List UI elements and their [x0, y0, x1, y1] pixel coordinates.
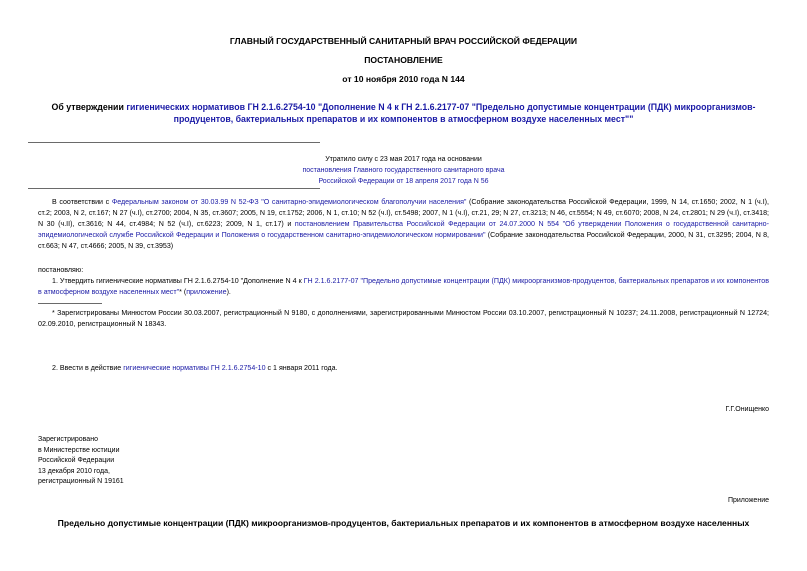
registration-line-5: регистрационный N 19161 [38, 478, 124, 485]
divider-bottom [28, 188, 320, 189]
registration-line-4: 13 декабря 2010 года, [38, 467, 110, 475]
document-date-number: от 10 ноября 2010 года N 144 [342, 74, 465, 84]
document-title [28, 101, 779, 125]
resolves-label: постановляю: [38, 266, 84, 274]
item-1-text-2: * ( [179, 288, 187, 296]
expired-note [250, 154, 557, 187]
preamble-text-3: (Собрание законодательства Российской Федерации, 2000, N 31, ст.3295; 2004, N 8, ст.663; N 47, ст.4666; 2005, N 39, ст.3953) [38, 231, 769, 250]
item-2-text-2: с 1 января 2011 года. [265, 364, 338, 372]
document-type: ПОСТАНОВЛЕНИЕ [364, 55, 443, 65]
issuing-authority: ГЛАВНЫЙ ГОСУДАРСТВЕННЫЙ САНИТАРНЫЙ ВРАЧ РОССИЙСКОЙ ФЕДЕРАЦИИ [229, 36, 578, 46]
expired-note-link-decree[interactable]: постановления Главного государственного санитарного врача [302, 167, 505, 174]
expired-note-line1: Утратило силу с 23 мая 2017 года на основании [325, 156, 482, 163]
government-decree-link[interactable]: постановлением Правительства Российской Федерации от 24.07.2000 N 554 "Об утверждении Положения о государственной санитарно-эпидемиологической службе Российской Федерации и Положения о государственном санитарно-эпидемиологическом нормировании" [38, 220, 769, 239]
divider-top [28, 142, 320, 143]
item-1-text-3: ). [226, 288, 231, 296]
appendix-label: Приложение [727, 497, 769, 504]
item-1-norms-link[interactable]: ГН 2.1.6.2177-07 "Предельно допустимые концентрации (ПДК) микроорганизмов-продуцентов, бактериальных препаратов и их компонентов в атмосферном воздухе населенных мест" [38, 277, 769, 296]
footnote-text: * Зарегистрированы Минюстом России 30.03.2007, регистрационный N 9180, с дополнениями, зарегистрированными Минюстом России 03.10.2007, регистрационный N 10237; 24.11.2008, регистрационный N 12724; 02.09.2010, регистрационный N 18343. [38, 309, 769, 328]
title-prefix: Об утверждении [51, 102, 127, 112]
title-link-norms-cont[interactable]: продуцентов, бактериальных препаратов и их компонентов в атмосферном воздухе населенных мест"" [173, 114, 634, 124]
preamble-text-2: (Собрание законодательства Российской Федерации, 1999, N 14, ст.1650; 2002, N 1 (ч.I), ст.2; 2003, N 2, ст.167; N 27 (ч.I), ст.2700; 2004, N 35, ст.3607; 2005, N 19, ст.1752; 2006, N 1, ст.10; N 52 (ч.I), ст.5498; 2007, N 1 (ч.I), ст.21, 29; N 27, ст.3213; N 46, ст.5554; N 49, ст.6070; 2008, N 24, ст.2801; N 29 (ч.I), ст.3418; N 30 (ч.II), ст.3616; N 44, ст.4984; N 52 (ч.I), ст.6223; 2009, N 1, ст.17) и [38, 198, 770, 228]
registration-block [38, 435, 124, 488]
item-2-norms-link[interactable]: гигиенические нормативы ГН 2.1.6.2754-10 [123, 364, 266, 372]
footnote-divider [38, 303, 102, 304]
item-1-text: 1. Утвердить гигиенические нормативы ГН 2.1.6.2754-10 "Дополнение N 4 к [52, 277, 302, 285]
appendix-title: Предельно допустимые концентрации (ПДК) микроорганизмов-продуцентов, бактериальных препаратов и их компонентов в атмосферном воздухе населенных [57, 518, 750, 528]
preamble-text-1: В соответствии с [52, 198, 112, 206]
preamble-paragraph [38, 197, 769, 252]
appendix-link[interactable]: приложение [186, 288, 227, 296]
signature: Г.Г.Онищенко [725, 406, 769, 413]
title-link-norms[interactable]: гигиенических нормативов ГН 2.1.6.2754-10 "Дополнение N 4 к ГН 2.1.6.2177-07 "Предельно допустимые концентрации (ПДК) микроорганизмов- [126, 102, 756, 112]
item-2-paragraph [38, 363, 769, 374]
registration-line-1: Зарегистрировано [38, 436, 98, 443]
item-1-paragraph [38, 276, 769, 298]
registration-line-3: Российской Федерации [38, 457, 115, 464]
item-2-text: 2. Ввести в действие [52, 364, 124, 372]
federal-law-link[interactable]: Федеральным законом от 30.03.99 N 52-ФЗ "О санитарно-эпидемиологическом благополучии населения" [111, 198, 467, 206]
registration-line-2: в Министерстве юстиции [38, 446, 120, 454]
expired-note-link-date[interactable]: Российской Федерации от 18 апреля 2017 года N 56 [318, 178, 489, 185]
